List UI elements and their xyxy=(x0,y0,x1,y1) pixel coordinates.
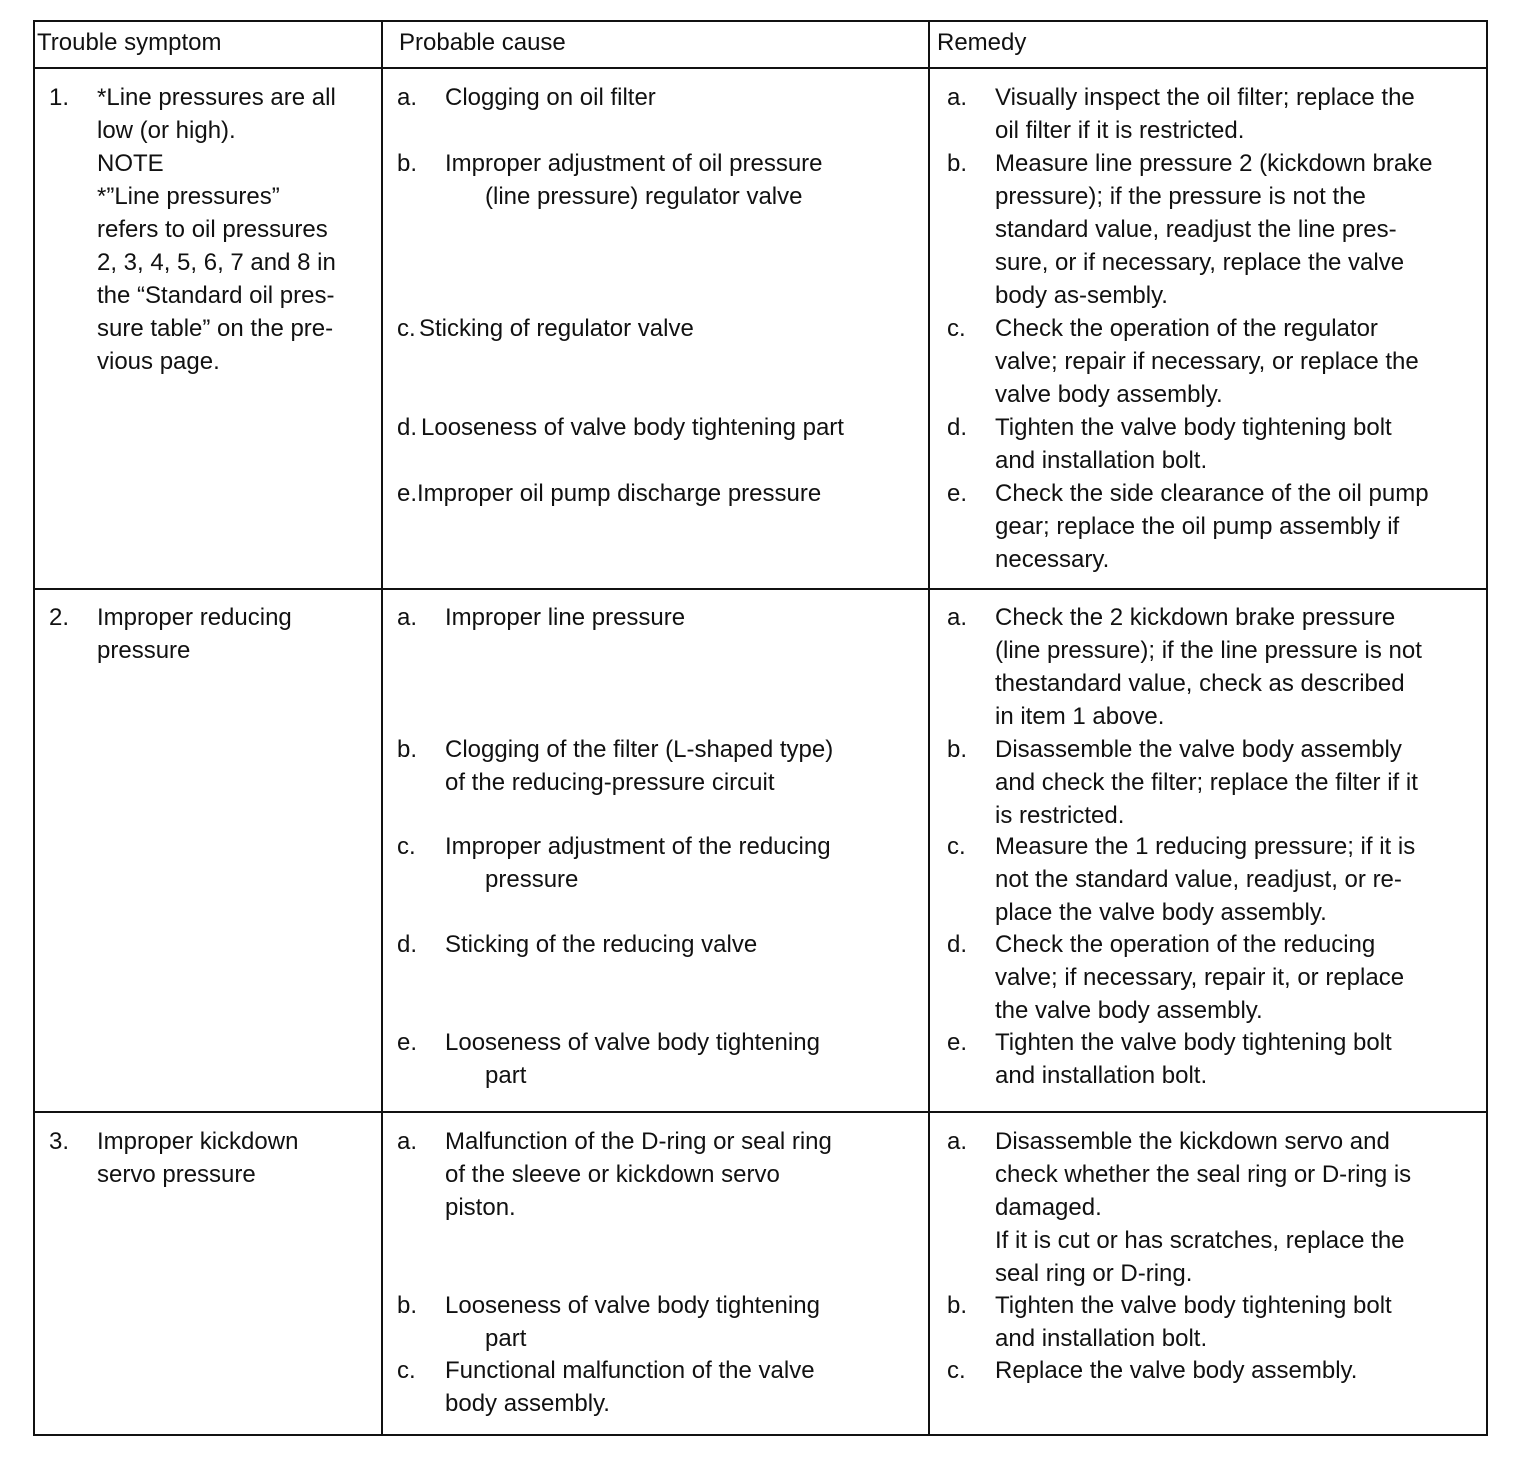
row-2-cause-cell xyxy=(397,601,927,1101)
cause-label: a. xyxy=(397,84,418,111)
cause-label: c. xyxy=(397,315,416,342)
remedy-line: and installation bolt. xyxy=(995,447,1208,474)
remedy-label: c. xyxy=(947,833,966,860)
remedy-line: and installation bolt. xyxy=(995,1325,1208,1352)
row-1-cause-cell xyxy=(397,81,927,581)
remedy-line: the valve body assembly. xyxy=(995,997,1263,1024)
cause-line: Improper oil pump discharge pressure xyxy=(417,480,822,507)
cause-label: b. xyxy=(397,1292,418,1319)
remedy-label: b. xyxy=(947,1292,968,1319)
remedy-line: Visually inspect the oil filter; replace the xyxy=(995,84,1415,111)
remedy-line: Check the operation of the regulator xyxy=(995,315,1378,342)
symptom-line: sure table” on the pre- xyxy=(97,315,334,342)
header-trouble-symptom: Trouble symptom xyxy=(37,29,222,56)
remedy-label: b. xyxy=(947,736,968,763)
cause-line: body assembly. xyxy=(445,1390,610,1417)
cause-line: piston. xyxy=(445,1194,516,1221)
remedy-line: place the valve body assembly. xyxy=(995,899,1327,926)
remedy-line: standard value, readjust the line pres- xyxy=(995,216,1397,243)
cause-label: b. xyxy=(397,150,418,177)
cause-line: Looseness of valve body tightening part xyxy=(421,414,844,441)
cause-line: part xyxy=(485,1325,527,1352)
cause-label: c. xyxy=(397,1357,416,1384)
cause-line: Improper adjustment of oil pressure xyxy=(445,150,823,177)
remedy-line: sure, or if necessary, replace the valve xyxy=(995,249,1405,276)
symptom-line: Improper kickdown xyxy=(97,1128,299,1155)
remedy-line: Tighten the valve body tightening bolt xyxy=(995,1029,1392,1056)
remedy-line: valve; repair if necessary, or replace the xyxy=(995,348,1419,375)
troubleshooting-table xyxy=(33,20,1488,1436)
remedy-line: Tighten the valve body tightening bolt xyxy=(995,1292,1392,1319)
remedy-line: in item 1 above. xyxy=(995,703,1165,730)
remedy-label: c. xyxy=(947,1357,966,1384)
remedy-line: damaged. xyxy=(995,1194,1102,1221)
symptom-line: *”Line pressures” xyxy=(97,183,280,210)
symptom-line: refers to oil pressures xyxy=(97,216,328,243)
remedy-line: Disassemble the kickdown servo and xyxy=(995,1128,1390,1155)
symptom-line: *Line pressures are all xyxy=(97,84,336,111)
remedy-line: Check the side clearance of the oil pump xyxy=(995,480,1429,507)
remedy-line: gear; replace the oil pump assembly if xyxy=(995,513,1400,540)
row-2-remedy-cell xyxy=(947,601,1477,1101)
remedy-line: Replace the valve body assembly. xyxy=(995,1357,1358,1384)
row-divider xyxy=(35,1111,1486,1113)
cause-line: (line pressure) regulator valve xyxy=(485,183,803,210)
cause-line: Clogging on oil filter xyxy=(445,84,656,111)
remedy-line: (line pressure); if the line pressure is not xyxy=(995,637,1422,664)
remedy-label: c. xyxy=(947,315,966,342)
column-divider xyxy=(381,22,383,1434)
symptom-line: Improper reducing xyxy=(97,604,292,631)
header-remedy: Remedy xyxy=(937,29,1027,56)
row-number: 2. xyxy=(49,604,70,631)
row-3-remedy-cell xyxy=(947,1125,1477,1425)
cause-line: Clogging of the filter (L-shaped type) xyxy=(445,736,834,763)
cause-line: of the sleeve or kickdown servo xyxy=(445,1161,780,1188)
remedy-line: oil filter if it is restricted. xyxy=(995,117,1245,144)
remedy-label: a. xyxy=(947,84,968,111)
row-3-symptom-cell xyxy=(35,1125,381,1425)
header-probable-cause: Probable cause xyxy=(399,29,566,56)
remedy-line: not the standard value, readjust, or re- xyxy=(995,866,1402,893)
remedy-line: Disassemble the valve body assembly xyxy=(995,736,1402,763)
symptom-line: vious page. xyxy=(97,348,220,375)
symptom-line: NOTE xyxy=(97,150,164,177)
remedy-line: Tighten the valve body tightening bolt xyxy=(995,414,1392,441)
remedy-line: and check the filter; replace the filter if it xyxy=(995,769,1418,796)
remedy-line: Check the operation of the reducing xyxy=(995,931,1376,958)
cause-label: d. xyxy=(397,931,418,958)
remedy-line: body as-sembly. xyxy=(995,282,1168,309)
cause-label: e. xyxy=(397,480,418,507)
cause-label: d. xyxy=(397,414,418,441)
symptom-line: pressure xyxy=(97,637,191,664)
cause-line: Sticking of the reducing valve xyxy=(445,931,758,958)
remedy-label: a. xyxy=(947,1128,968,1155)
row-number: 3. xyxy=(49,1128,70,1155)
cause-line: part xyxy=(485,1062,527,1089)
cause-line: Malfunction of the D-ring or seal ring xyxy=(445,1128,832,1155)
cause-label: c. xyxy=(397,833,416,860)
remedy-line: Check the 2 kickdown brake pressure xyxy=(995,604,1396,631)
remedy-line: valve body assembly. xyxy=(995,381,1223,408)
row-3-cause-cell xyxy=(397,1125,927,1425)
row-1-remedy-cell xyxy=(947,81,1477,581)
remedy-line: If it is cut or has scratches, replace the xyxy=(995,1227,1405,1254)
remedy-line: seal ring or D-ring. xyxy=(995,1260,1193,1287)
cause-line: Improper line pressure xyxy=(445,604,686,631)
remedy-line: thestandard value, check as described xyxy=(995,670,1405,697)
cause-line: Functional malfunction of the valve xyxy=(445,1357,815,1384)
remedy-label: e. xyxy=(947,480,968,507)
remedy-label: d. xyxy=(947,931,968,958)
row-number: 1. xyxy=(49,84,70,111)
cause-line: Looseness of valve body tightening xyxy=(445,1292,820,1319)
row-2-symptom-cell xyxy=(35,601,381,1101)
cause-line: pressure xyxy=(485,866,579,893)
cause-label: e. xyxy=(397,1029,418,1056)
column-divider xyxy=(928,22,930,1434)
cause-line: Improper adjustment of the reducing xyxy=(445,833,831,860)
remedy-label: e. xyxy=(947,1029,968,1056)
symptom-line: 2, 3, 4, 5, 6, 7 and 8 in xyxy=(97,249,336,276)
remedy-line: check whether the seal ring or D-ring is xyxy=(995,1161,1412,1188)
cause-label: a. xyxy=(397,604,418,631)
remedy-line: and installation bolt. xyxy=(995,1062,1208,1089)
cause-line: of the reducing-pressure circuit xyxy=(445,769,775,796)
remedy-line: Measure line pressure 2 (kickdown brake xyxy=(995,150,1433,177)
cause-line: Looseness of valve body tightening xyxy=(445,1029,820,1056)
symptom-line: the “Standard oil pres- xyxy=(97,282,335,309)
symptom-line: servo pressure xyxy=(97,1161,256,1188)
table-header xyxy=(35,22,1486,69)
remedy-label: a. xyxy=(947,604,968,631)
row-divider xyxy=(35,588,1486,590)
remedy-line: is restricted. xyxy=(995,802,1125,829)
symptom-line: low (or high). xyxy=(97,117,236,144)
remedy-line: Measure the 1 reducing pressure; if it is xyxy=(995,833,1416,860)
cause-label: a. xyxy=(397,1128,418,1155)
remedy-line: necessary. xyxy=(995,546,1110,573)
cause-label: b. xyxy=(397,736,418,763)
remedy-line: pressure); if the pressure is not the xyxy=(995,183,1366,210)
remedy-label: d. xyxy=(947,414,968,441)
cause-line: Sticking of regulator valve xyxy=(419,315,694,342)
remedy-line: valve; if necessary, repair it, or replace xyxy=(995,964,1405,991)
row-1-symptom-cell xyxy=(35,81,381,581)
remedy-label: b. xyxy=(947,150,968,177)
